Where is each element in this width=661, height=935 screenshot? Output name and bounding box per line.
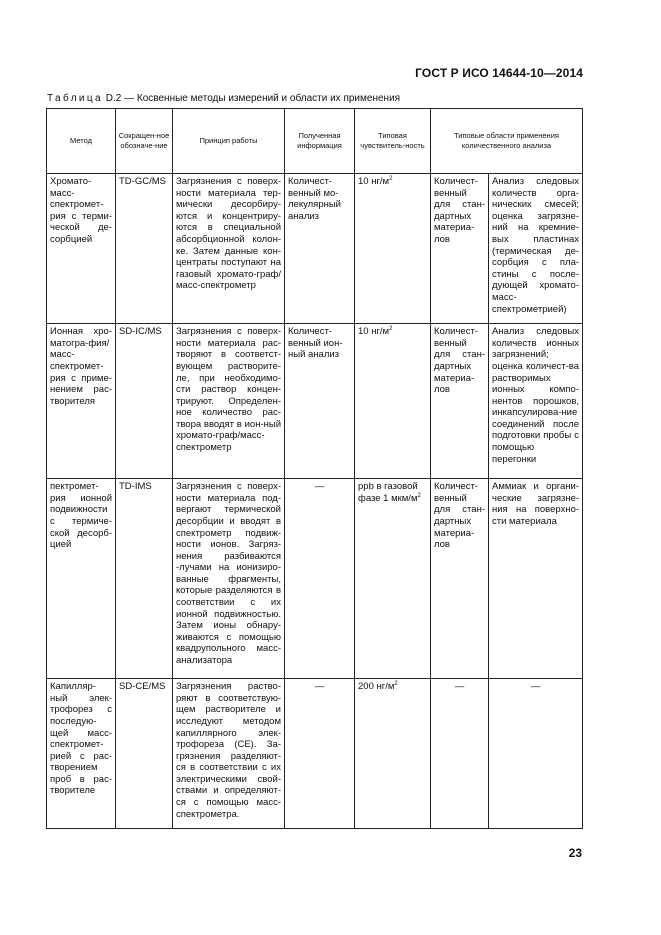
cell-principle: Загрязнения с поверх-ности материала под-вергают термической десорбции и вводят в спектрометр подвиж-ности ионов. Загряз-нения разбиваются -лучами на ионизиро-ванные фрагменты, которые разделяются в соответствии с их ионной подвижностью. Затем ионы обнару-живаются с помощью квадрупольного масс-анализатора [173,479,285,679]
cell-area-quantitative: Количест-венный для стан-дартных материа-лов [431,174,489,324]
header-principle: Принцип работы [173,109,285,174]
cell-area-description: Анализ следовых количеств ионных загрязнений; оценка количест-ва растворимых ионных компо-нентов порошков, инкапсулирова-ние соединений после подготовки пробы с помощью перегонки [489,324,583,479]
cell-principle: Загрязнения с поверх-ности материала тер-мически десорбиру-ются и концентриру-ются в специальной абсорбционной колон-ке. Затем данные кон-центраты поступают на газовый хромато-граф/масс-спектрометр [173,174,285,324]
table-header-row [47,109,583,174]
cell-area-description: Анализ следовых количеств орга-нических смесей; оценка загрязне-ний на кремние-вых пластинах (термическая де-сорбция с пла-стины с после-дующей хромато-масс-спектрометрией) [489,174,583,324]
cell-principle: Загрязнения с поверх-ности материала рас-творяют в соответст-вующем растворите-ле, при необходимо-сти раствор концен-трируют. Определен-ное количество рас-твора вводят в ион-ный хромато-граф/масс-спектрометр [173,324,285,479]
caption-label: Таблица [47,93,104,104]
table-row [47,174,583,324]
table-caption [47,93,400,104]
cell-method: Ионная хро-матогра-фия/масс-спектромет-рия с приме-нением рас-творителя [47,324,116,479]
cell-area-quantitative: Количест-венный для стан-дартных материа-лов [431,479,489,679]
cell-area-quantitative: Количест-венный для стан-дартных материа-лов [431,324,489,479]
sensitivity-value: 200 нг/м [358,681,395,693]
sensitivity-exponent: 2 [389,326,393,333]
cell-information: — [285,679,355,829]
cell-abbreviation: TD-IMS [116,479,173,679]
cell-information: Количест-венный ион-ный анализ [285,324,355,479]
sensitivity-value: 10 нг/м [358,326,390,338]
cell-area-description: Аммиак и органи-ческие загрязне-ния на поверхно-сти материала [489,479,583,679]
header-application-areas: Типовые области применения количественного анализа [431,109,583,174]
cell-abbreviation: SD-CE/MS [116,679,173,829]
cell-method: пектромет-рия ионной подвижности с термиче-ской десорб-цией [47,479,116,679]
header-sensitivity: Типовая чувствитель-ность [355,109,431,174]
caption-title: D.2 — Косвенные методы измерений и области их применения [103,93,401,104]
sensitivity-value: 10 нг/м [358,176,390,187]
sensitivity-exponent: 2 [394,681,398,688]
table-row [47,479,583,679]
sensitivity-exponent: 2 [417,492,421,499]
cell-abbreviation: TD-GC/MS [116,174,173,324]
cell-sensitivity [355,679,431,829]
sensitivity-exponent: 2 [389,176,393,182]
header-abbreviation: Сокращен-ное обозначе-ние [116,109,173,174]
table-row [47,679,583,829]
table-row [47,324,583,479]
cell-sensitivity [355,174,431,324]
cell-sensitivity [355,479,431,679]
header-information: Полученная информация [285,109,355,174]
cell-information: — [285,479,355,679]
header-method: Метод [47,109,116,174]
cell-sensitivity [355,324,431,479]
cell-area-description: — [489,679,583,829]
cell-information: Количест-венный мо-лекулярный анализ [285,174,355,324]
page-number: 23 [568,846,582,860]
methods-table [46,108,583,829]
cell-principle: Загрязнения раство-ряют в соответствую-щем растворителе и исследуют методом капиллярного элек-трофореза (CE). За-грязнения разделяют-ся в соответствии с их электрическими свой-ствами и определяют-ся с помощью масс-спектрометра. [173,679,285,829]
document-code: ГОСТ Р ИСО 14644-10—2014 [415,66,583,80]
sensitivity-value: ppb в газовой фазе 1 мкм/м [358,481,418,504]
cell-area-quantitative: — [431,679,489,829]
cell-method: Капилляр-ный элек-трофорез с последую-щей масс-спектромет-рией с рас-творением проб в рас-творителе [47,679,116,829]
cell-method: Хромато-масс-спектромет-рия с терми-ческой де-сорбцией [47,174,116,324]
cell-abbreviation: SD-IC/MS [116,324,173,479]
